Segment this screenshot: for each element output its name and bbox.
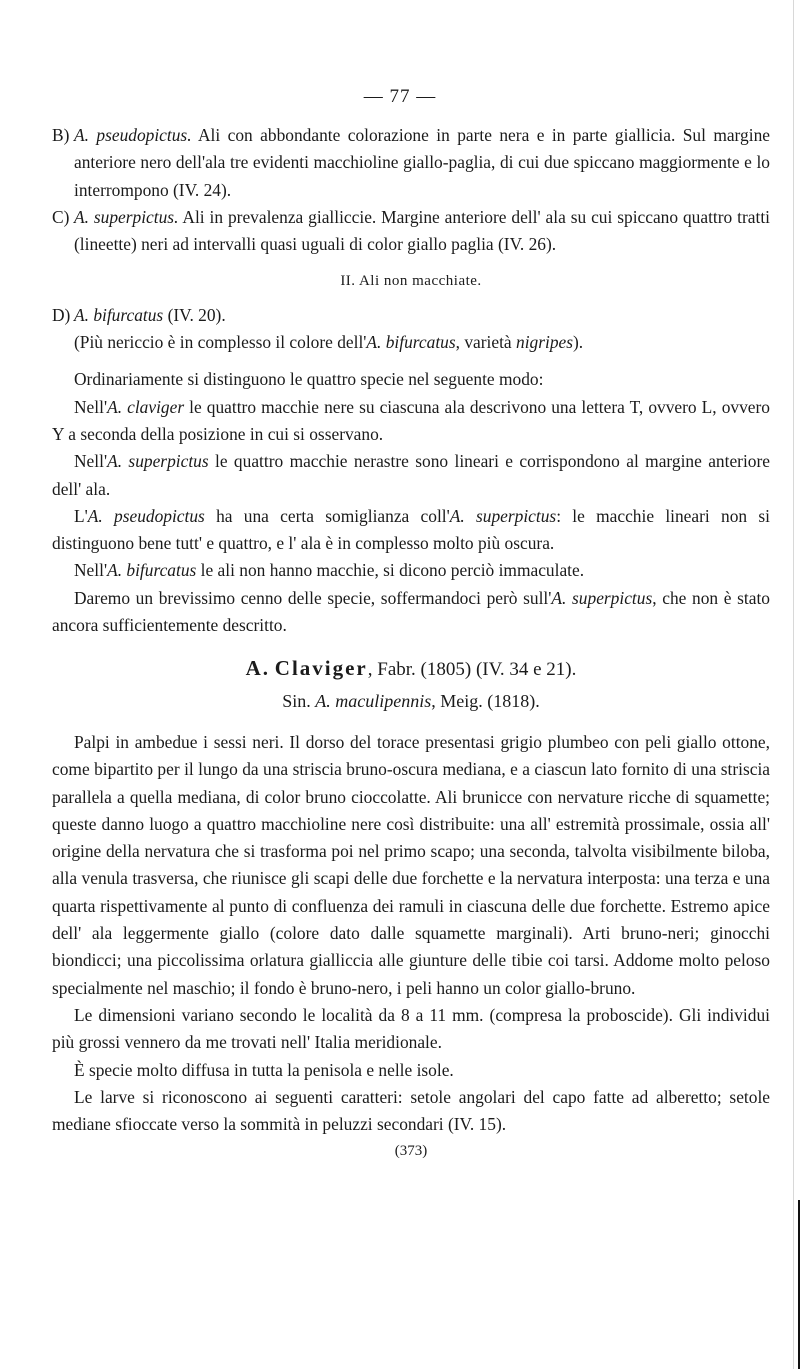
species-name: A. pseudopictus.	[74, 125, 192, 145]
paragraph	[52, 394, 770, 449]
page-number-header: — 77 —	[363, 86, 437, 107]
description-paragraph: È specie molto diffusa in tutta la penisola e nelle isole.	[74, 1059, 454, 1080]
entry-text: Ali in prevalenza gialliccie. Margine anteriore dell' ala su cui spiccano quattro tratti (lineette) neri ad intervalli quasi uguali di color giallo paglia (IV. 26).	[74, 206, 771, 255]
note-text: ).	[573, 332, 584, 353]
description-paragraph: Le dimensioni variano secondo le località da 8 a 11 mm. (compresa la proboscide). Gli individui più grossi vennero da me trovati nell' Italia meridionale.	[52, 1004, 770, 1053]
text: ha una certa somiglianza coll'	[204, 505, 450, 526]
folio-number: (373)	[394, 1143, 428, 1160]
paragraph	[52, 585, 770, 640]
species-name: A. bifurcatus	[366, 332, 456, 353]
species-name: A. superpictus	[551, 587, 653, 608]
species-heading	[52, 655, 770, 683]
variety-name: nigripes	[516, 332, 574, 353]
species-name: A. superpictus	[107, 451, 209, 472]
description-paragraph: Le larve si riconoscono ai seguenti caratteri: setole angolari del capo fatte ad alberetto; setole mediane sfioccate verso la sommità in peluzzi secondari (IV. 15).	[52, 1086, 770, 1135]
entry-mark: D)	[52, 304, 71, 325]
text: L'	[74, 505, 88, 526]
note-text: , varietà	[455, 332, 512, 353]
paragraph	[52, 448, 770, 503]
species-authority: , Fabr. (1805) (IV. 34 e 21).	[367, 659, 577, 681]
paragraph: Ordinariamente si distinguono le quattro specie nel seguente modo:	[74, 369, 544, 390]
synonym-line	[52, 688, 770, 715]
text: , Meig. (1818).	[431, 690, 540, 711]
species-name: A. maculipennis	[315, 690, 432, 711]
species-name: A. superpictus.	[74, 206, 179, 227]
entry-c	[52, 204, 770, 259]
species-name: A. claviger	[107, 396, 185, 417]
species-name: A. superpictus	[449, 505, 557, 526]
text: le quattro macchie nerastre sono lineari e corrispondono al margine anteriore dell' ala.	[52, 451, 770, 499]
text: Sin.	[282, 690, 316, 711]
entry-b	[52, 122, 770, 204]
description-paragraph: Palpi in ambedue i sessi neri. Il dorso del torace presentasi grigio plumbeo con peli giallo ottone, come bipartito per il lungo da una striscia bruno-oscura mediana, e a ciascun lato fornito di una striscia parallela a quella mediana, di color bruno cioccolatte. Ali brunicce con nervature ricche di squamette; queste danno luogo a quattro macchioline nere così distribuite: una all' estremità prossimale, ossia all' origine della nervatura che si trasforma poi nel primo scapo; una seconda, talvolta visibilmente biloba, alla venula trasversa, che riunisce gli scapi delle due forchette e la nervatura interposta: una terza e una quarta rispettivamente al punto di confluenza dei ramuli in ciascuna delle due forchette. Estremo apice dell' ala leggermente giallo (colore dato dalle squamette marginali). Arti bruno-neri; ginocchi biondicci; una piccolissima orlatura gialliccia alle giunture delle tibie coi tarsi. Addome molto peloso specialmente nel maschio; il fondo è bruno-nero, i peli hanno un color giallo-bruno.	[52, 731, 770, 998]
paragraph	[52, 557, 770, 584]
text: Nell'	[74, 396, 108, 417]
genus-abbrev: A.	[245, 656, 271, 681]
text: le quattro macchie nere su ciascuna ala descrivono una lettera T, ovvero L, ovvero Y a seconda della posizione in cui si osservano.	[52, 396, 771, 444]
text: le ali non hanno macchie, si dicono perciò immaculate.	[196, 560, 585, 581]
text: Daremo un brevissimo cenno delle specie, soffermandoci però sull'	[74, 587, 552, 608]
entry-d	[52, 302, 770, 329]
note-text: (Più nericcio è in complesso il colore dell'	[74, 332, 367, 353]
page-edge-shadow	[793, 0, 794, 1369]
entry-mark: C)	[52, 206, 70, 227]
entry-ref: (IV. 20).	[167, 304, 226, 325]
species-title: Claviger	[274, 656, 368, 681]
species-name: A. bifurcatus	[107, 560, 197, 581]
entry-text: Ali con abbondante colorazione in parte nera e in parte giallicia. Sul margine anteriore nero dell'ala tre evidenti macchioline giallo-paglia, di cui due spiccano maggiormente e lo interrompono (IV. 24).	[74, 125, 770, 200]
paragraph	[52, 503, 770, 558]
text: , che non è stato ancora sufficientemente descritto.	[52, 587, 771, 636]
species-name: A. pseudopictus	[87, 505, 205, 526]
page-body	[52, 122, 770, 1166]
text: : le macchie lineari non si distinguono bene tutt' e quattro, e l' ala è in complesso molto più oscura.	[52, 505, 770, 554]
text: Nell'	[74, 560, 108, 581]
species-name: A. bifurcatus	[74, 304, 164, 325]
section-heading: II. Ali non macchiate.	[340, 273, 482, 290]
entry-mark: B)	[52, 125, 70, 145]
text: Nell'	[74, 451, 108, 472]
entry-d-note	[52, 329, 770, 356]
